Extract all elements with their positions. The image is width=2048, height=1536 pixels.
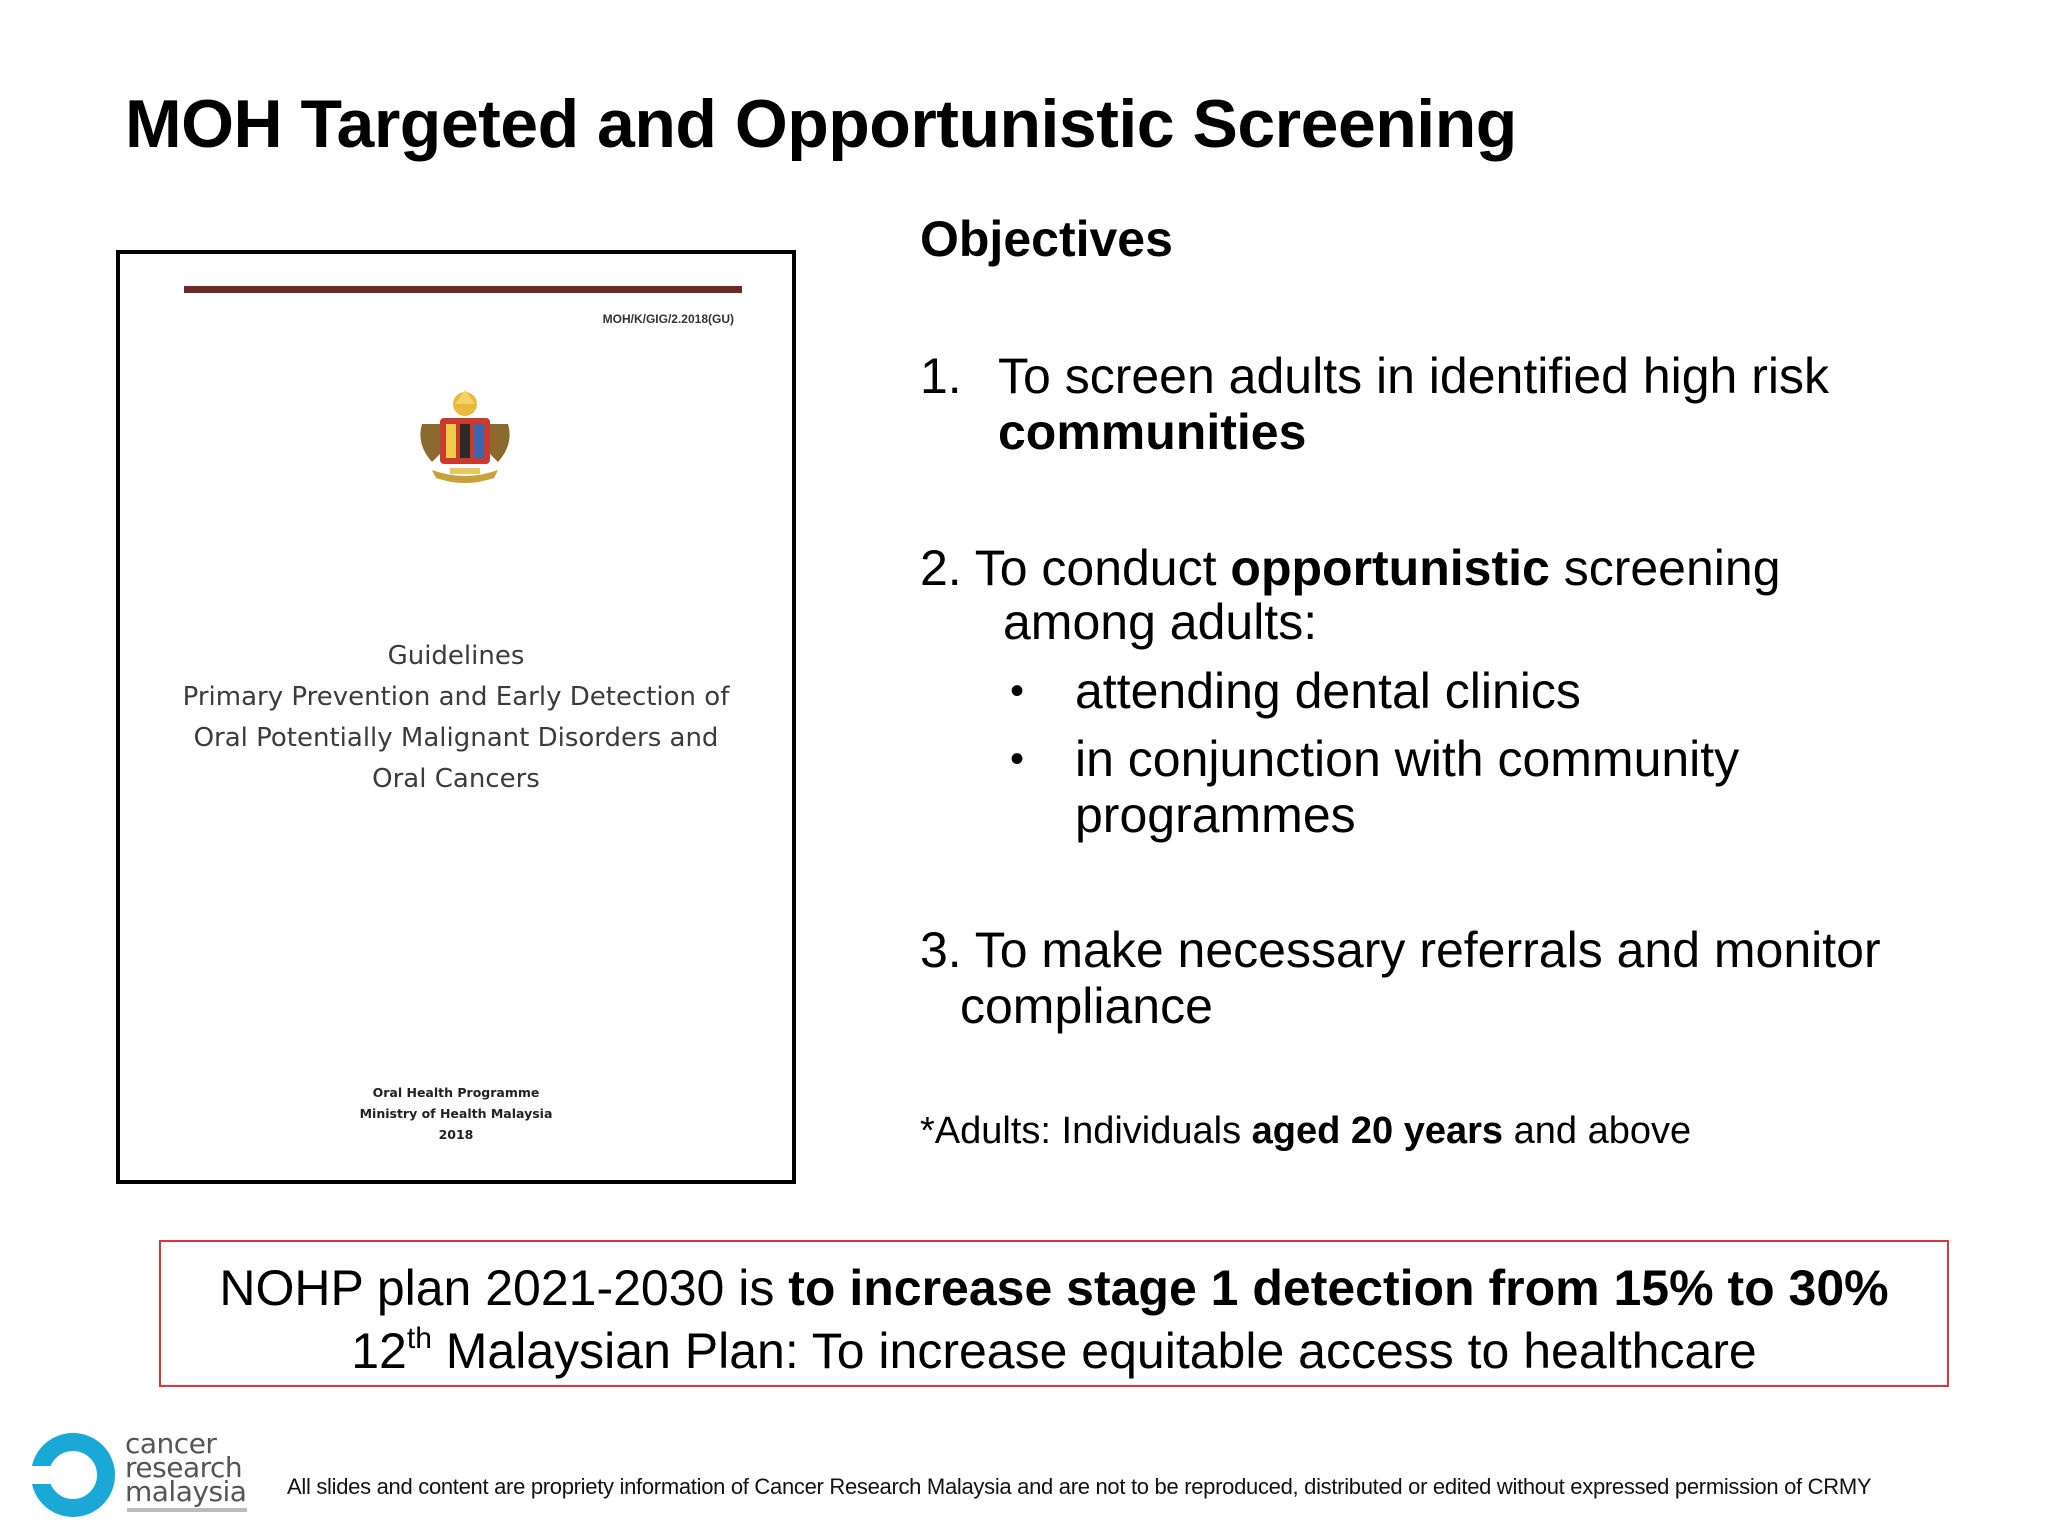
- objectives-heading: Objectives: [920, 211, 1173, 267]
- slide-title: MOH Targeted and Opportunistic Screening: [125, 86, 1517, 162]
- bullet-icon: •: [1010, 669, 1025, 713]
- adults-definition-note: [920, 1110, 1691, 1153]
- note-prefix: *Adults: Individuals: [920, 1110, 1252, 1152]
- malaysian-plan-ordinal: th: [406, 1322, 432, 1355]
- objective-2-bullet-1: attending dental clinics: [1075, 663, 1581, 719]
- malaysian-plan-text: Malaysian Plan: To increase equitable access to healthcare: [431, 1323, 1757, 1379]
- objective-1-number: 1.: [920, 348, 962, 404]
- document-title-line: Oral Cancers: [372, 764, 540, 794]
- publisher-line: 2018: [438, 1127, 474, 1142]
- cancer-research-malaysia-logo-icon: [28, 1430, 118, 1520]
- cover-top-bar: [184, 286, 742, 293]
- logo-wordmark: [125, 1427, 247, 1508]
- document-title-line: Oral Potentially Malignant Disorders and: [193, 723, 719, 753]
- objective-2-prefix: 2. To conduct: [920, 540, 1231, 596]
- note-bold: aged 20 years: [1251, 1110, 1504, 1152]
- objective-1-text: To screen adults in identified high risk: [998, 348, 1830, 404]
- malaysian-plan-line: [161, 1322, 1947, 1380]
- logo-word: cancer: [125, 1427, 217, 1460]
- objective-1-bold-text: communities: [998, 404, 1307, 460]
- logo-word: research: [125, 1451, 243, 1484]
- publisher-line: Oral Health Programme: [372, 1085, 540, 1100]
- objective-2-suffix: screening: [1549, 540, 1781, 596]
- nohp-plan-line: [161, 1259, 1947, 1317]
- nohp-plan-box: [159, 1240, 1949, 1387]
- bullet-icon: •: [1010, 737, 1025, 781]
- objective-3-line1: 3. To make necessary referrals and monitor: [920, 922, 1881, 978]
- note-suffix: and above: [1503, 1110, 1692, 1152]
- objective-2-line2: among adults:: [1003, 594, 1318, 650]
- document-title-line: Primary Prevention and Early Detection of: [182, 682, 730, 712]
- objective-3-line2: compliance: [960, 978, 1213, 1034]
- guidelines-document-cover: [116, 250, 796, 1184]
- logo-tagline: [127, 1508, 247, 1512]
- objective-2-bullet-2-continued: programmes: [1075, 787, 1356, 843]
- publisher-line: Ministry of Health Malaysia: [359, 1106, 553, 1121]
- nohp-plan-plain: NOHP plan 2021-2030 is: [219, 1260, 789, 1316]
- document-code: MOH/K/GIG/2.2018(GU): [602, 312, 734, 326]
- document-publisher: [120, 1082, 792, 1145]
- malaysian-plan-number: 12: [351, 1323, 407, 1379]
- objective-2-bullet-2: in conjunction with community: [1075, 731, 1740, 787]
- logo-word: malaysia: [125, 1475, 247, 1508]
- nohp-plan-bold: to increase stage 1 detection from 15% to 30%: [788, 1260, 1889, 1316]
- objective-2-bold: opportunistic: [1230, 540, 1550, 596]
- objective-2-line1: [920, 540, 1781, 596]
- document-title: [120, 636, 792, 800]
- document-title-line: Guidelines: [387, 641, 525, 671]
- copyright-notice: All slides and content are propriety information of Cancer Research Malaysia and are not to be reproduced, distributed or edited without expressed permission of CRMY: [287, 1474, 1872, 1499]
- malaysia-coat-of-arms-icon: [410, 384, 520, 494]
